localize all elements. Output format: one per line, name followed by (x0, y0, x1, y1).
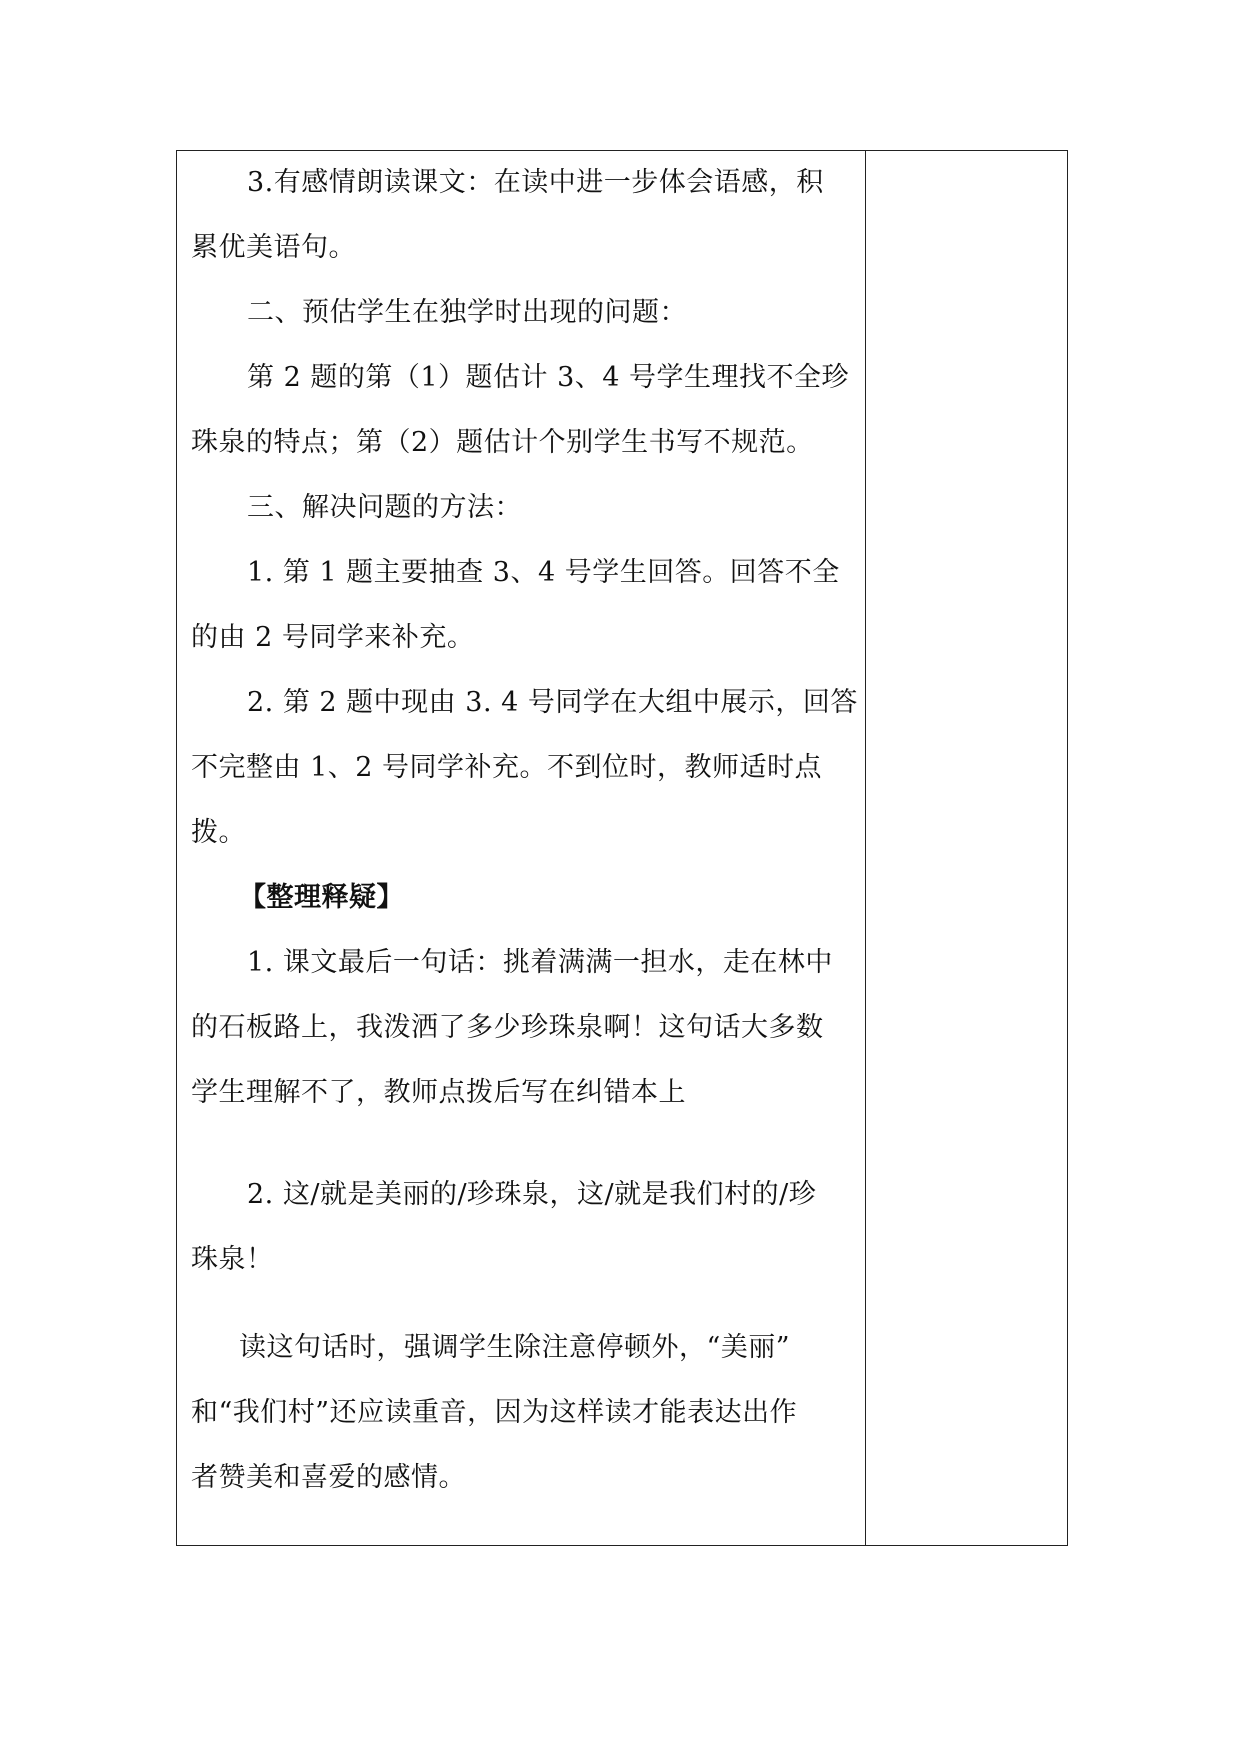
text-line: 1. 课文最后一句话：挑着满满一担水，走在林中 (247, 947, 833, 978)
text-line: 2. 这/就是美丽的/珍珠泉，这/就是我们村的/珍 (247, 1179, 817, 1210)
text-line: 累优美语句。 (191, 232, 356, 263)
text-line: 珠泉！ (191, 1244, 274, 1275)
section-heading-bold: 【整理释疑】 (239, 882, 404, 913)
text-line: 学生理解不了，教师点拨后写在纠错本上 (191, 1077, 686, 1108)
section-heading: 三、解决问题的方法： (247, 492, 522, 523)
text-line: 1. 第 1 题主要抽查 3、4 号学生回答。回答不全 (247, 557, 840, 588)
table-frame (176, 150, 1068, 1546)
notes-cell (866, 151, 1067, 1545)
text-line: 读这句话时，强调学生除注意停顿外，“美丽” (239, 1332, 791, 1363)
content-cell (177, 151, 866, 1545)
text-line: 不完整由 1、2 号同学补充。不到位时，教师适时点 (191, 752, 823, 783)
text-line: 珠泉的特点；第（2）题估计个别学生书写不规范。 (191, 427, 814, 458)
text-line: 和“我们村”还应读重音，因为这样读才能表达出作 (191, 1397, 798, 1428)
text-line: 的石板路上，我泼洒了多少珍珠泉啊！这句话大多数 (191, 1012, 824, 1043)
text-line: 第 2 题的第（1）题估计 3、4 号学生理找不全珍 (247, 362, 850, 393)
text-line: 2. 第 2 题中现由 3. 4 号同学在大组中展示，回答 (247, 687, 858, 718)
text-line: 者赞美和喜爱的感情。 (191, 1462, 466, 1493)
text-line: 3.有感情朗读课文：在读中进一步体会语感，积 (247, 167, 824, 198)
section-heading: 二、预估学生在独学时出现的问题： (247, 297, 687, 328)
text-line: 的由 2 号同学来补充。 (191, 622, 475, 653)
text-line: 拨。 (191, 817, 246, 848)
